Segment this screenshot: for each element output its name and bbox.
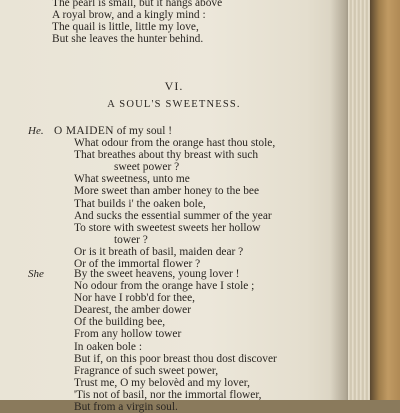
page-edges bbox=[348, 0, 370, 400]
poem-line: Dearest, the amber dower bbox=[74, 304, 192, 317]
poem-line: Of the building bee, bbox=[74, 316, 166, 329]
poem-line: Or of the immortal flower ? bbox=[74, 258, 201, 271]
poem-line: But if, on this poor breast thou dost discover bbox=[74, 352, 277, 365]
she-stanza bbox=[28, 268, 332, 413]
poem-line: Nor have I robb'd for thee, bbox=[74, 292, 195, 305]
poem-line: That builds i' the oaken bole, bbox=[74, 197, 206, 210]
poem-line: From any hollow tower bbox=[74, 328, 182, 341]
poem-line: The quail is little, little my love, bbox=[52, 21, 199, 34]
section-number: VI. bbox=[164, 79, 184, 93]
poem-line: What sweetness, unto me bbox=[74, 173, 190, 186]
poem-line: What odour from the orange hast thou stole, bbox=[74, 137, 276, 150]
poem-line: But from a virgin soul. bbox=[74, 401, 178, 413]
poem-line: To store with sweetest sweets her hollow bbox=[74, 221, 261, 234]
poem-line: tower ? bbox=[114, 233, 148, 246]
poem-line: But she leaves the hunter behind. bbox=[52, 33, 204, 46]
opening-rest: of my soul ! bbox=[113, 125, 173, 137]
poem-line: By the sweet heavens, young lover ! bbox=[74, 268, 240, 280]
poem-line: No odour from the orange have I stole ; bbox=[74, 280, 255, 293]
speaker-she: She bbox=[28, 268, 44, 280]
poem-line: The pearl is small, but it hangs above bbox=[52, 0, 223, 9]
he-stanza bbox=[28, 125, 332, 271]
section-title: A SOUL'S SWEETNESS. bbox=[107, 99, 241, 110]
speaker-he: He. bbox=[28, 125, 44, 137]
poem-line: Trust me, O my belovèd and my lover, bbox=[74, 376, 250, 389]
poem-line: More sweet than amber honey to the bee bbox=[74, 185, 260, 198]
opening-words: O MAIDEN bbox=[54, 125, 114, 137]
poem-line bbox=[54, 125, 332, 137]
poem-line: That breathes about thy breast with such bbox=[74, 149, 259, 162]
poem-line: 'Tis not of basil, nor the immortal flower, bbox=[74, 388, 262, 401]
poem-line: Or is it breath of basil, maiden dear ? bbox=[74, 245, 244, 258]
poem-line: Fragrance of such sweet power, bbox=[74, 364, 219, 377]
top-stanza bbox=[52, 0, 352, 45]
poem-line: sweet power ? bbox=[114, 161, 180, 174]
poem-line: A royal brow, and a kingly mind : bbox=[52, 9, 206, 22]
book-cover-edge bbox=[370, 0, 400, 400]
poem-line: In oaken bole : bbox=[74, 340, 143, 353]
poem-line: And sucks the essential summer of the year bbox=[74, 209, 272, 222]
